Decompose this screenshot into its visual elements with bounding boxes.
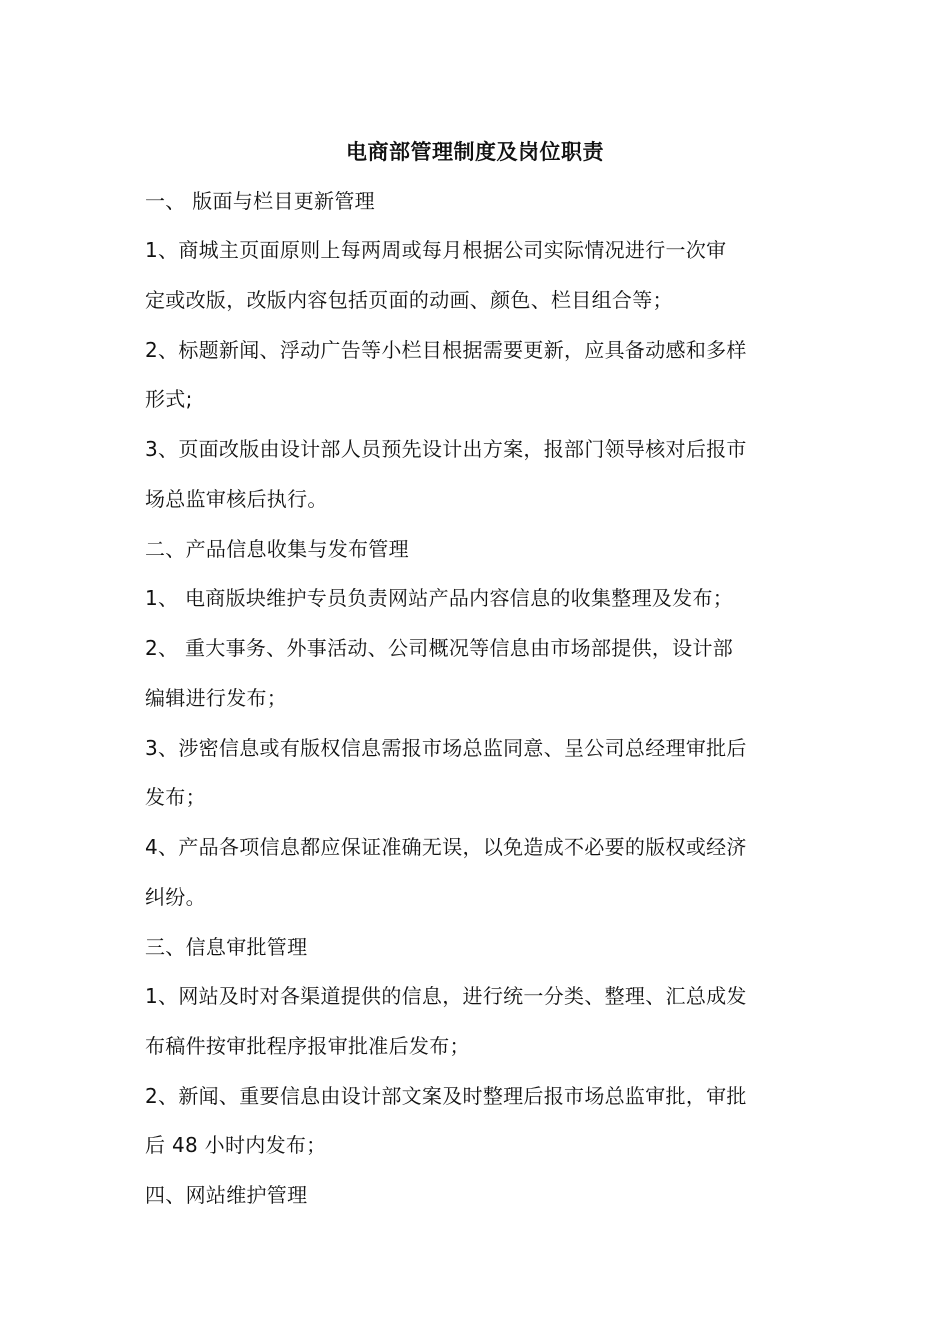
paragraph-line: 2、标题新闻、浮动广告等小栏目根据需要更新，应具备动感和多样 — [145, 338, 747, 362]
paragraph-line: 定或改版，改版内容包括页面的动画、颜色、栏目组合等； — [145, 288, 673, 312]
paragraph-line: 发布； — [145, 785, 206, 809]
paragraph-line: 1、 电商版块维护专员负责网站产品内容信息的收集整理及发布； — [145, 586, 734, 610]
paragraph-line: 纠纷。 — [145, 885, 206, 909]
paragraph-line: 4、产品各项信息都应保证准确无误，以免造成不必要的版权或经济 — [145, 835, 747, 859]
section-heading-2: 二、产品信息收集与发布管理 — [145, 537, 409, 561]
paragraph-line: 1、网站及时对各渠道提供的信息，进行统一分类、整理、汇总成发 — [145, 984, 747, 1008]
document-title: 电商部管理制度及岗位职责 — [346, 140, 604, 164]
paragraph-line: 2、 重大事务、外事活动、公司概况等信息由市场部提供，设计部 — [145, 636, 734, 660]
paragraph-line: 形式; — [145, 387, 193, 411]
paragraph-line: 布稿件按审批程序报审批准后发布； — [145, 1034, 470, 1058]
paragraph-line: 3、涉密信息或有版权信息需报市场总监同意、呈公司总经理审批后 — [145, 736, 747, 760]
section-heading-4: 四、网站维护管理 — [145, 1183, 308, 1207]
section-heading-1: 一、 版面与栏目更新管理 — [145, 189, 375, 213]
paragraph-line: 3、页面改版由设计部人员预先设计出方案，报部门领导核对后报市 — [145, 437, 747, 461]
paragraph-line: 编辑进行发布； — [145, 686, 288, 710]
section-heading-3: 三、信息审批管理 — [145, 935, 308, 959]
paragraph-line: 后 48 小时内发布； — [145, 1133, 327, 1157]
paragraph-line: 2、新闻、重要信息由设计部文案及时整理后报市场总监审批，审批 — [145, 1084, 747, 1108]
paragraph-line: 1、商城主页面原则上每两周或每月根据公司实际情况进行一次审 — [145, 238, 727, 262]
paragraph-line: 场总监审核后执行。 — [145, 487, 328, 511]
